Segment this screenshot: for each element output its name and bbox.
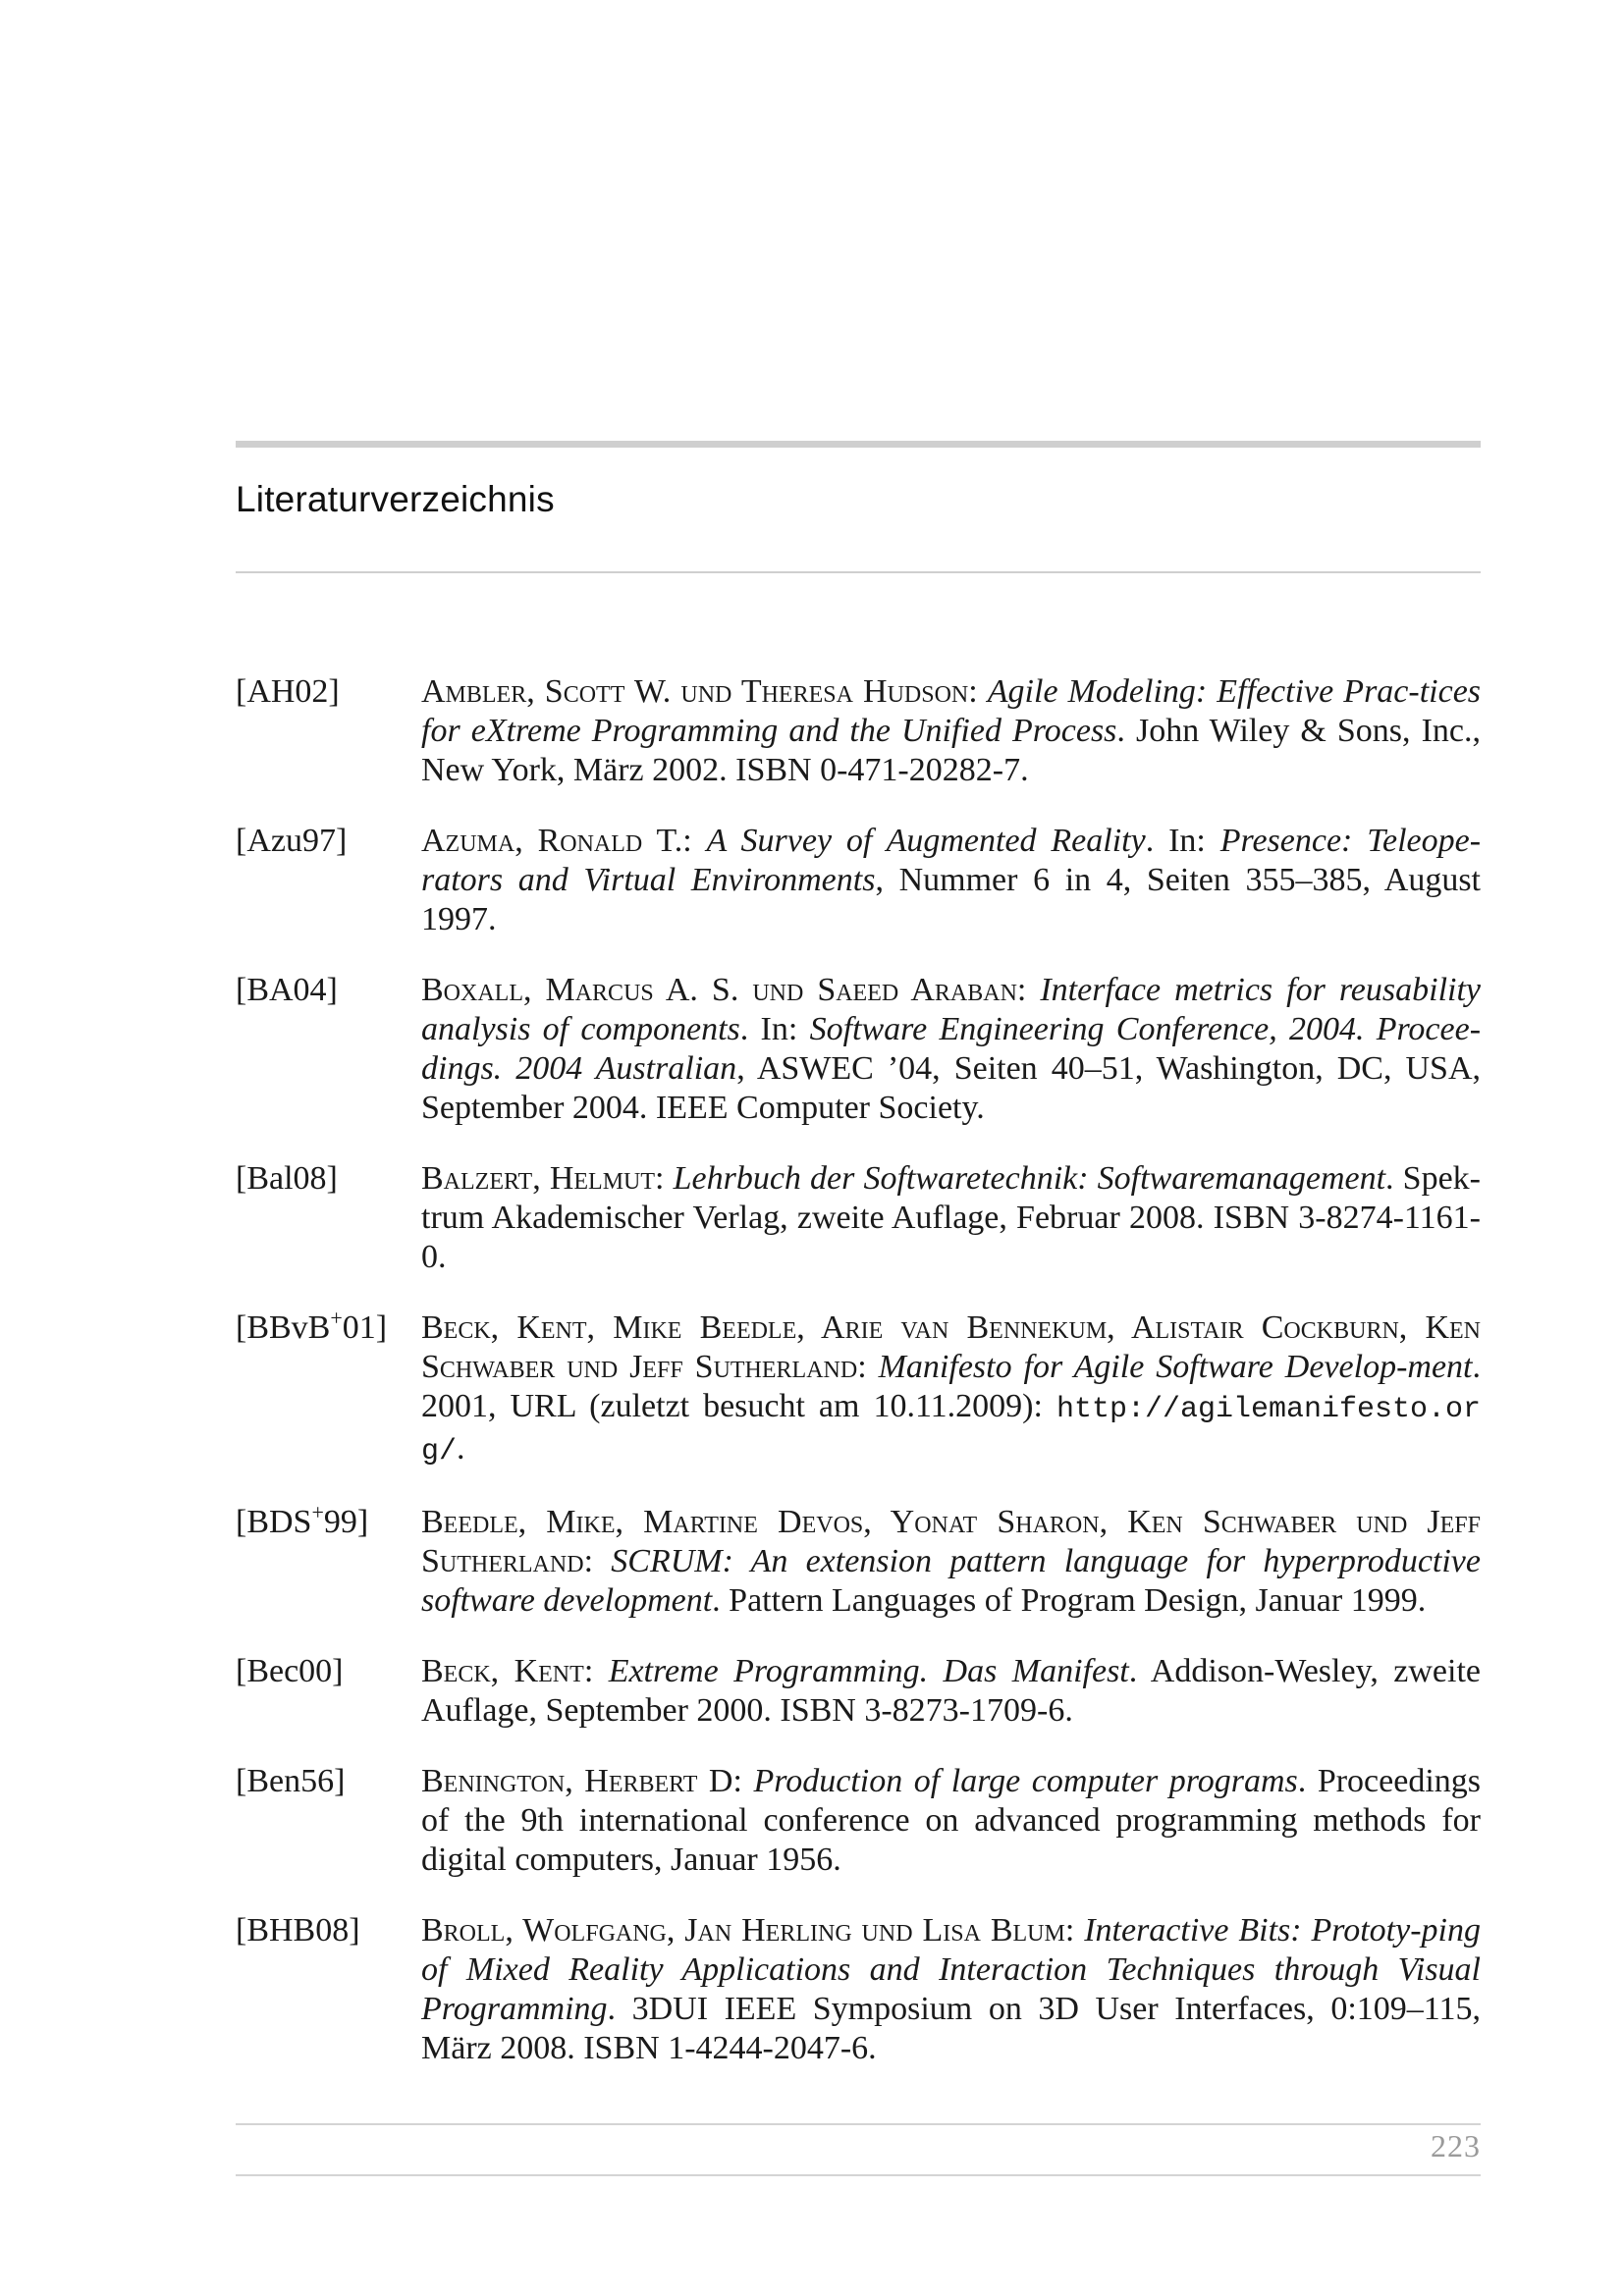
bib-authors: Beck, Kent: [421, 1653, 584, 1689]
bib-publication: , Nummer 6 in 4, Seiten 355–385, August 1997.: [421, 862, 1481, 937]
bib-key: [AH02]: [236, 673, 340, 710]
title-rule: [236, 571, 1481, 573]
bib-key-sup: +: [311, 1500, 324, 1524]
bib-title: SCRUM: An extension pattern language for hyperproductive software development: [421, 1543, 1481, 1619]
header-rule: [236, 441, 1481, 448]
bib-text: Broll, Wolfgang, Jan Herling und Lisa Blum: Interactive Bits: Prototy-ping of Mixed Reality Applications and Interaction Techniques through Visual Programming. 3DUI IEEE Symposium on 3D User Interfaces, 0:109–115, März 2008. ISBN 1-4244-2047-6.: [421, 1912, 1481, 2066]
bib-authors: Beck, Kent, Mike Beedle, Arie van Bennekum, Alistair Cockburn, Ken Schwaber und Jeff Sutherland: [421, 1309, 1481, 1385]
bib-container: Presence: Teleope-rators and Virtual Environments: [421, 823, 1482, 898]
bib-entry-bds99: [236, 1500, 1481, 1621]
bib-in-label: In:: [1168, 823, 1206, 859]
bib-entry-ba04: [236, 971, 1481, 1128]
bib-publication: 2001, URL (zuletzt besucht am 10.11.2009):: [421, 1388, 1043, 1424]
bib-key: [Ben56]: [236, 1763, 346, 1799]
bib-text: Balzert, Helmut: Lehrbuch der Softwaretechnik: Softwaremanagement. Spek-trum Akademischer Verlag, zweite Auflage, Februar 2008. ISBN 3-8274-1161-0.: [421, 1160, 1481, 1275]
bib-key: [Bal08]: [236, 1160, 338, 1197]
bib-text: Beedle, Mike, Martine Devos, Yonat Sharon, Ken Schwaber und Jeff Sutherland: SCRUM: An extension pattern language for hyperproductive software development. Pattern Languages of Program Design, Januar 1999.: [421, 1504, 1481, 1619]
bib-entry-bec00: [236, 1652, 1481, 1731]
bib-publication: Addison-Wesley, zweite Auflage, September 2000. ISBN 3-8273-1709-6.: [421, 1653, 1482, 1729]
bib-key: [Bec00]: [236, 1653, 344, 1689]
bib-title: A Survey of Augmented Reality: [706, 823, 1146, 859]
bib-in-label: In:: [760, 1011, 798, 1047]
bib-url-link[interactable]: http://agilemanifesto.org/: [421, 1393, 1482, 1468]
bib-authors: Beedle, Mike, Martine Devos, Yonat Sharon, Ken Schwaber und Jeff Sutherland: [421, 1504, 1481, 1579]
bib-text: Beck, Kent: Extreme Programming. Das Manifest. Addison-Wesley, zweite Auflage, September 2000. ISBN 3-8273-1709-6.: [421, 1653, 1482, 1729]
bib-publication: Spek-trum Akademischer Verlag, zweite Auflage, Februar 2008. ISBN 3-8274-1161-0.: [421, 1160, 1481, 1275]
bib-key: [236, 1308, 421, 1471]
bib-text: Ambler, Scott W. und Theresa Hudson: Agile Modeling: Effective Prac-tices for eXtreme Programming and the Unified Process. John Wiley & Sons, Inc., New York, März 2002. ISBN 0-471-20282-7.: [421, 673, 1482, 788]
bib-url-suffix: .: [457, 1430, 465, 1467]
page-number: 223: [1431, 2128, 1481, 2163]
bib-entry-bhb08: [236, 1911, 1481, 2068]
bib-entry-ben56: [236, 1762, 1481, 1880]
bib-publication: 3DUI IEEE Symposium on 3D User Interfaces, 0:109–115, März 2008. ISBN 1-4244-2047-6.: [421, 1991, 1481, 2066]
bib-key-tail: 99]: [323, 1504, 369, 1540]
bib-title: Production of large computer programs: [753, 1763, 1298, 1799]
bibliography-list: [236, 672, 1481, 2100]
bib-key: [Azu97]: [236, 823, 348, 859]
chapter-title: Literaturverzeichnis: [236, 479, 555, 519]
bib-entry-ah02: [236, 672, 1481, 790]
bib-key: [236, 1500, 421, 1621]
footer-rule-top: [236, 2123, 1481, 2125]
bib-authors: Ambler, Scott W. und Theresa Hudson: [421, 673, 969, 710]
footer-rule-bottom: [236, 2174, 1481, 2176]
bib-title: Extreme Programming. Das Manifest: [608, 1653, 1129, 1689]
bib-entry-azu97: [236, 822, 1481, 939]
bib-text: Azuma, Ronald T.: A Survey of Augmented Reality. In: Presence: Teleope-rators and Virtual Environments, Nummer 6 in 4, Seiten 355–385, August 1997.: [421, 823, 1482, 937]
bib-key-base: [BDS: [236, 1504, 312, 1540]
bib-title: Manifesto for Agile Software Develop-ment: [878, 1349, 1473, 1385]
bib-key-sup: +: [330, 1306, 343, 1330]
bib-key: [BA04]: [236, 972, 338, 1008]
bib-text: Benington, Herbert D: Production of large computer programs. Proceedings of the 9th international conference on advanced programming methods for digital computers, Januar 1956.: [421, 1763, 1482, 1878]
bib-authors: Azuma, Ronald T.: [421, 823, 683, 859]
bib-publication: Pattern Languages of Program Design, Januar 1999.: [729, 1582, 1427, 1619]
bib-title: Interactive Bits: Prototy-ping of Mixed Reality Applications and Interaction Techniques through Visual Programming: [421, 1912, 1481, 2027]
bib-text: Beck, Kent, Mike Beedle, Arie van Bennekum, Alistair Cockburn, Ken Schwaber und Jeff Sutherland: Manifesto for Agile Software Develop-ment. 2001, URL (zuletzt besucht am 10.11.2009): http://agilemanifesto.org/.: [421, 1309, 1482, 1468]
bib-publication: Proceedings of the 9th international conference on advanced programming methods for digital computers, Januar 1956.: [421, 1763, 1482, 1878]
bib-container: Software Engineering Conference, 2004. Procee-dings. 2004 Australian: [421, 1011, 1482, 1087]
bib-authors: Boxall, Marcus A. S. und Saeed Araban: [421, 972, 1017, 1008]
bib-title: Lehrbuch der Softwaretechnik: Softwaremanagement: [673, 1160, 1386, 1197]
bib-entry-bbvb01: [236, 1308, 1481, 1471]
bib-publication: John Wiley & Sons, Inc., New York, März 2002. ISBN 0-471-20282-7.: [421, 713, 1481, 788]
bib-title: Agile Modeling: Effective Prac-tices for eXtreme Programming and the Unified Process: [421, 673, 1482, 749]
bib-title: Interface metrics for reusability analysis of components: [421, 972, 1482, 1047]
bib-authors: Broll, Wolfgang, Jan Herling und Lisa Blum: [421, 1912, 1065, 1949]
bib-authors: Benington, Herbert D: [421, 1763, 733, 1799]
bib-key-tail: 01]: [342, 1309, 388, 1346]
bib-authors: Balzert, Helmut: [421, 1160, 656, 1197]
bib-text: Boxall, Marcus A. S. und Saeed Araban: Interface metrics for reusability analysis of components. In: Software Engineering Conference, 2004. Procee-dings. 2004 Australian, ASWEC ’04, Seiten 40–51, Washington, DC, USA, September 2004. IEEE Computer Society.: [421, 972, 1482, 1126]
bib-key: [BHB08]: [236, 1912, 360, 1949]
bib-entry-bal08: [236, 1159, 1481, 1277]
bib-key-base: [BBvB: [236, 1309, 331, 1346]
bib-publication: , ASWEC ’04, Seiten 40–51, Washington, DC, USA, September 2004. IEEE Computer Society.: [421, 1050, 1481, 1126]
